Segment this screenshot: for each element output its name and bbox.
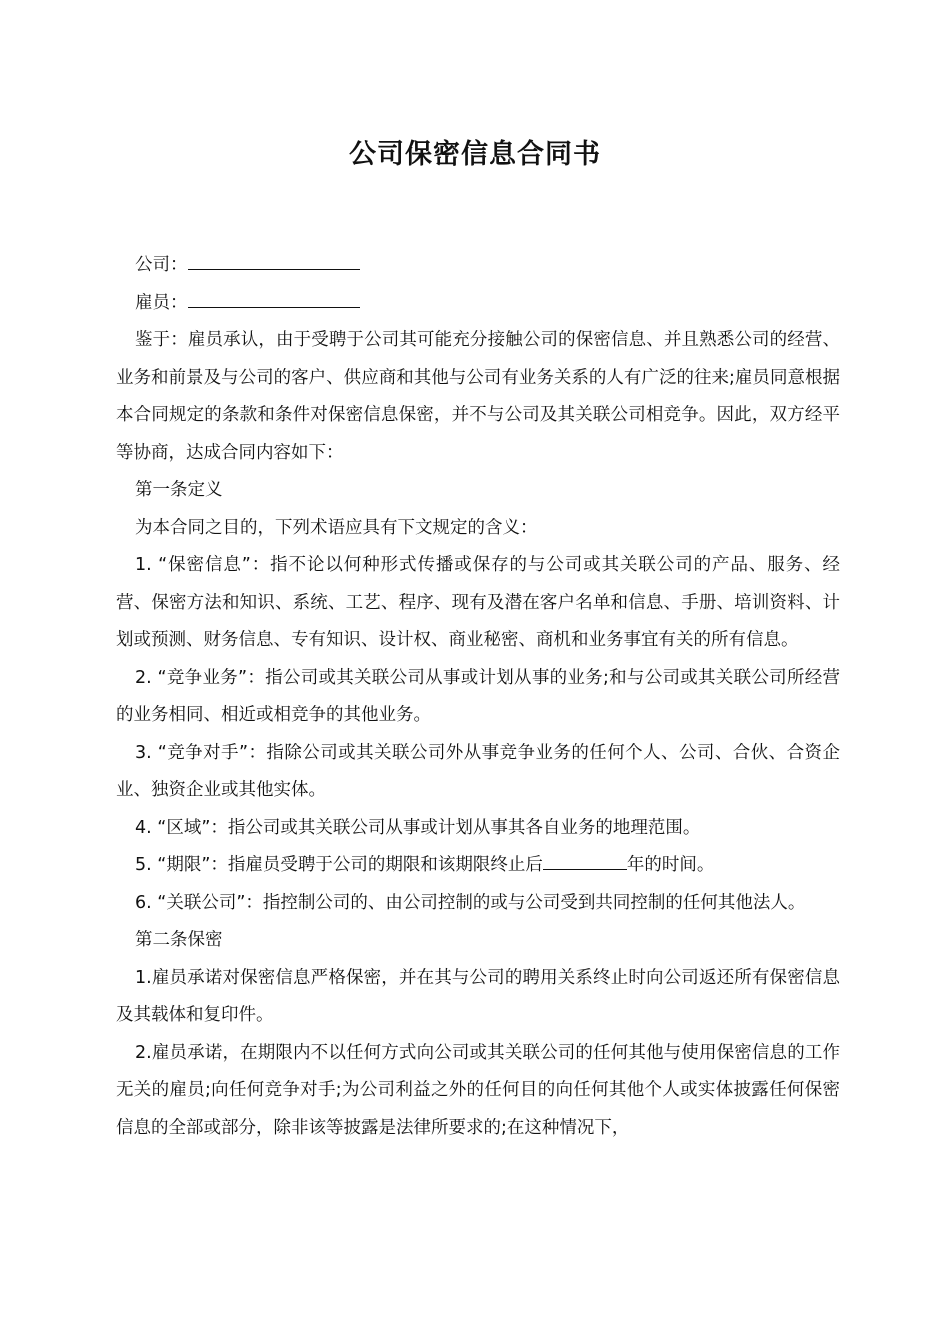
employee-line bbox=[116, 285, 840, 323]
article2-heading: 第二条保密 bbox=[135, 930, 223, 950]
company-blank bbox=[188, 249, 360, 270]
term-years-blank bbox=[543, 849, 627, 870]
document-title: 公司保密信息合同书 bbox=[349, 139, 601, 170]
company-label: 公司： bbox=[135, 255, 188, 275]
document-body bbox=[116, 247, 840, 1147]
article1-heading: 第一条定义 bbox=[135, 480, 223, 500]
article1-item-6: 6. “关联公司”：指控制公司的、由公司控制的或与公司受到共同控制的任何其他法人。 bbox=[135, 892, 806, 913]
employee-blank bbox=[188, 287, 360, 308]
employee-label: 雇员： bbox=[135, 292, 188, 313]
preamble-paragraph: 鉴于：雇员承认，由于受聘于公司其可能充分接触公司的保密信息、并且熟悉公司的经营、业务和前景及与公司的客户、供应商和其他与公司有业务关系的人有广泛的往来;雇员同意根据本合同规定的条款和条件对保密信息保密，并不与公司及其关联公司相竞争。因此，双方经平等协商，达成合同内容如下： bbox=[116, 330, 840, 463]
article1-item-2: 2. “竞争业务”：指公司或其关联公司从事或计划从事的业务;和与公司或其关联公司所经营的业务相同、相近或相竞争的其他业务。 bbox=[116, 667, 840, 725]
article1-item-5-before: 5. “期限”：指雇员受聘于公司的期限和该期限终止后 bbox=[135, 855, 543, 875]
company-line bbox=[116, 247, 840, 285]
article1-item-5-after: 年的时间。 bbox=[626, 855, 715, 875]
article1-intro: 为本合同之目的，下列术语应具有下文规定的含义： bbox=[135, 517, 538, 538]
article1-item-4: 4. “区域”：指公司或其关联公司从事或计划从事其各自业务的地理范围。 bbox=[135, 817, 701, 838]
article2-item-2: 2.雇员承诺，在期限内不以任何方式向公司或其关联公司的任何其他与使用保密信息的工作无关的雇员;向任何竞争对手;为公司利益之外的任何目的向任何其他个人或实体披露任何保密信息的全部或部分，除非该等披露是法律所要求的;在这种情况下， bbox=[116, 1042, 840, 1138]
article2-item-1: 1.雇员承诺对保密信息严格保密，并在其与公司的聘用关系终止时向公司返还所有保密信息及其载体和复印件。 bbox=[116, 967, 840, 1025]
article1-item-5 bbox=[116, 847, 840, 885]
article1-item-1: 1. “保密信息”：指不论以何种形式传播或保存的与公司或其关联公司的产品、服务、经营、保密方法和知识、系统、工艺、程序、现有及潜在客户名单和信息、手册、培训资料、计划或预测、财务信息、专有知识、设计权、商业秘密、商机和业务事宜有关的所有信息。 bbox=[116, 555, 840, 650]
article1-item-3: 3. “竞争对手”：指除公司或其关联公司外从事竞争业务的任何个人、公司、合伙、合资企业、独资企业或其他实体。 bbox=[116, 742, 840, 800]
